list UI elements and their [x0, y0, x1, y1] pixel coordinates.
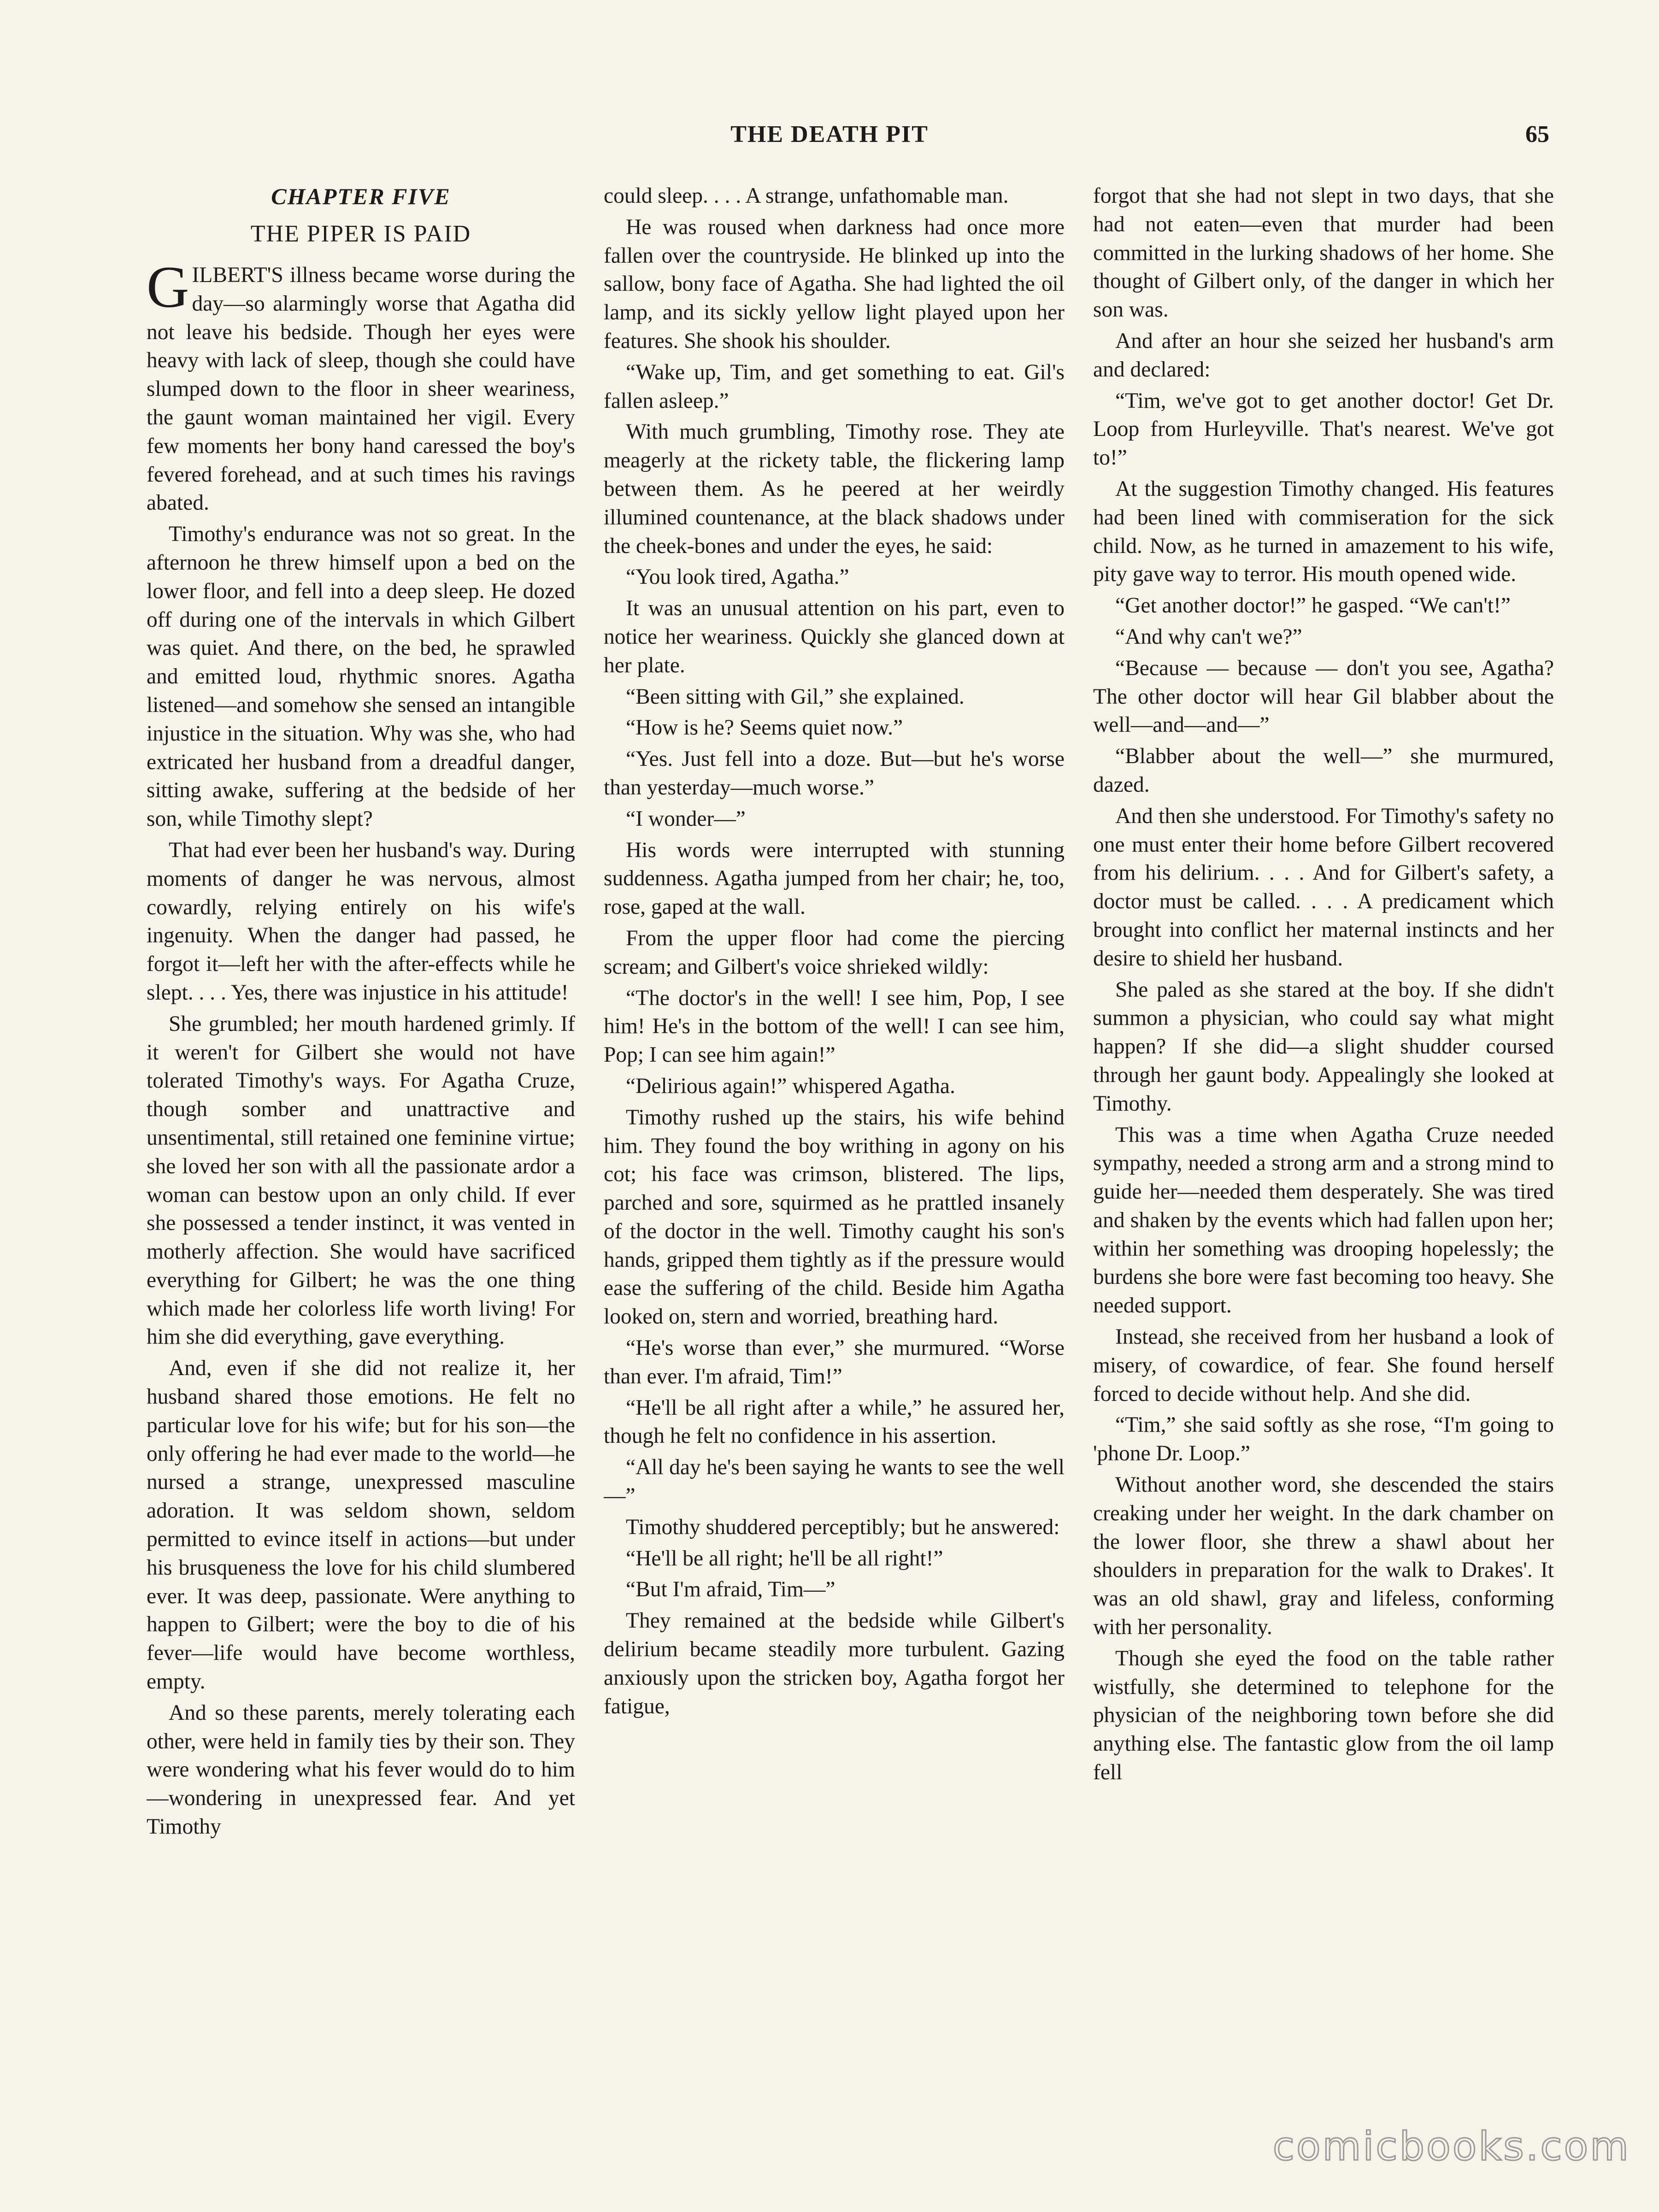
column-2 [604, 182, 1065, 2062]
paragraph: It was an unusual attention on his part, even to notice her weariness. Quickly she glanced down at her plate. [604, 596, 1065, 677]
paragraph: “Because — because — don't you see, Agatha? The other doctor will hear Gil blabber about the well—and—and—” [1093, 656, 1554, 737]
paragraph: “Get another doctor!” he gasped. “We can't!” [1115, 594, 1511, 618]
paragraph: “But I'm afraid, Tim—” [626, 1577, 835, 1602]
paragraph: At the suggestion Timothy changed. His features had been lined with commiseration for the sick child. Now, as he turned in amazement to his wife, pity gave way to terror. His mouth opened wide. [1093, 477, 1554, 587]
paragraph: From the upper floor had come the piercing scream; and Gilbert's voice shrieked wildly: [604, 926, 1065, 979]
chapter-title: THE PIPER IS PAID [250, 221, 471, 247]
paragraph: “Tim,” she said softly as she rose, “I'm going to 'phone Dr. Loop.” [1093, 1413, 1554, 1466]
paragraph: “Been sitting with Gil,” she explained. [626, 684, 965, 709]
paragraph: And so these parents, merely tolerating each other, were held in family ties by their son. They were wondering what his fever would do to him—wondering in unexpressed fear. And yet Timothy [147, 1700, 575, 1839]
paragraph: “Wake up, Tim, and get something to eat. Gil's fallen asleep.” [604, 360, 1065, 413]
paragraph: With much grumbling, Timothy rose. They ate meagerly at the rickety table, the flickering lamp between them. As he peered at her weirdly illumined countenance, at the black shadows under the cheek-bones and under the eyes, he said: [604, 420, 1065, 558]
paragraph: GILBERT'S illness became worse during the day—so alarmingly worse that Agatha did not leave his bedside. Though her eyes were heavy with lack of sleep, though she could have slumped down to the floor in sheer weariness, the gaunt woman maintained her vigil. Every few moments her bony hand caressed the boy's fevered forehead, and at such times his ravings abated. [147, 254, 575, 515]
paragraph: They remained at the bedside while Gilbert's delirium became steadily more turbulent. Gazing anxiously upon the stricken boy, Agatha forgot her fatigue, [604, 1609, 1065, 1718]
paragraph: “Tim, we've got to get another doctor! Get Dr. Loop from Hurleyville. That's nearest. We've got to!” [1093, 388, 1554, 470]
paragraph: She grumbled; her mouth hardened grimly. If it weren't for Gilbert she would not have tolerated Timothy's ways. For Agatha Cruze, though somber and unattractive and unsentimental, still retained one feminine virtue; she loved her son with all the passionate ardor a woman can bestow upon an only child. If ever she possessed a tender instinct, it was vented in motherly affection. She would have sacrificed everything for Gilbert; he was the one thing which made her colorless life worth living! For him she did everything, gave everything. [147, 1012, 575, 1349]
paragraph: She paled as she stared at the boy. If she didn't summon a physician, who could say what might happen? If she did—a slight shudder coursed through her gaunt body. Appealingly she looked at Timothy. [1093, 977, 1554, 1116]
paragraph: “Yes. Just fell into a doze. But—but he's worse than yesterday—much worse.” [604, 747, 1065, 800]
column-1 [147, 182, 575, 2062]
column-3 [1093, 182, 1554, 2062]
paragraph: Timothy rushed up the stairs, his wife behind him. They found the boy writhing in agony on his cot; his face was crimson, blistered. The lips, parched and sore, squirmed as he prattled insanely of the doctor in the well. Timothy caught his son's hands, gripped them tightly as if the pressure would ease the suffering of the child. Beside him Agatha looked on, stern and worried, breathing hard. [604, 1105, 1065, 1329]
paragraph: And after an hour she seized her husband's arm and declared: [1093, 329, 1554, 382]
paragraph: And, even if she did not realize it, her husband shared those emotions. He felt no particular love for his wife; but for his son—the only offering he had ever made to the world—he nursed a strange, unexpressed masculine adoration. It was seldom shown, seldom permitted to evince itself in actions—but under his brusqueness the love for his child slumbered ever. It was deep, passionate. Were anything to happen to Gilbert; were the boy to die of his fever—life would have become worthless, empty. [147, 1356, 575, 1694]
paragraph: “He's worse than ever,” she murmured. “Worse than ever. I'm afraid, Tim!” [604, 1336, 1065, 1388]
paragraph: could sleep. . . . A strange, unfathomable man. [604, 184, 1009, 208]
paragraph: And then she understood. For Timothy's safety no one must enter their home before Gilbert recovered from his delirium. . . . And for Gilbert's safety, a doctor must be called. . . . A predicament which brought into conflict her maternal instincts and her desire to shield her husband. [1093, 804, 1554, 971]
running-title: THE DEATH PIT [730, 121, 929, 147]
paragraph: Timothy shuddered perceptibly; but he answered: [626, 1515, 1060, 1539]
paragraph: “And why can't we?” [1115, 624, 1302, 649]
drop-cap: G [147, 254, 189, 320]
watermark: comicbooks.com [1272, 2124, 1630, 2170]
paragraph: “I wonder—” [626, 806, 746, 831]
paragraph: “The doctor's in the well! I see him, Pop, I see him! He's in the bottom of the well! I can see him, Pop; I can see him again!” [604, 986, 1065, 1067]
paragraph: This was a time when Agatha Cruze needed sympathy, needed a strong arm and a strong mind to guide her—needed them desperately. She was tired and shaken by the events which had fallen upon her; within her something was drooping hopelessly; the burdens she bore were fast becoming too heavy. She needed support. [1093, 1123, 1554, 1318]
page-header [0, 121, 1659, 158]
paragraph: “He'll be all right; he'll be all right!” [626, 1546, 943, 1571]
text-columns [147, 182, 1554, 2062]
paragraph: Though she eyed the food on the table rather wistfully, she determined to telephone for the physician of the neighboring town before she did anything else. The fantastic glow from the oil lamp fell [1093, 1646, 1554, 1785]
paragraph: “How is he? Seems quiet now.” [626, 716, 903, 740]
paragraph: He was roused when darkness had once more fallen over the countryside. He blinked up into the sallow, bony face of Agatha. She had lighted the oil lamp, and its sickly yellow light played upon her features. She shook his shoulder. [604, 215, 1065, 353]
paragraph: “You look tired, Agatha.” [626, 565, 849, 589]
chapter-label: CHAPTER FIVE [271, 183, 451, 209]
paragraph: “He'll be all right after a while,” he assured her, though he felt no confidence in his assertion. [604, 1395, 1065, 1448]
paragraph: Instead, she received from her husband a look of misery, of cowardice, of fear. She found herself forced to decide without help. And she did. [1093, 1325, 1554, 1406]
paragraph: forgot that she had not slept in two days, that she had not eaten—even that murder had been committed in the lurking shadows of her home. She thought of Gilbert only, of the danger in which her son was. [1093, 184, 1554, 322]
paragraph: “All day he's been saying he wants to see the well—” [604, 1455, 1065, 1508]
page-number: 65 [1525, 121, 1549, 147]
paragraph: “Delirious again!” whispered Agatha. [626, 1074, 955, 1098]
paragraph: “Blabber about the well—” she murmured, dazed. [1093, 744, 1554, 797]
paragraph: His words were interrupted with stunning suddenness. Agatha jumped from her chair; he, too, rose, gaped at the wall. [604, 838, 1065, 919]
paragraph: Without another word, she descended the stairs creaking under her weight. In the dark chamber on the lower floor, she threw a shawl about her shoulders in preparation for the walk to Drakes'. It was an old shawl, gray and lifeless, conforming with her personality. [1093, 1473, 1554, 1640]
paragraph: Timothy's endurance was not so great. In the afternoon he threw himself upon a bed on the lower floor, and fell into a deep sleep. He dozed off during one of the intervals in which Gilbert was quiet. And there, on the bed, he sprawled and emitted loud, rhythmic snores. Agatha listened—and somehow she sensed an intangible injustice in the situation. Why was she, who had extricated her husband from a dreadful danger, sitting awake, suffering at the bedside of her son, while Timothy slept? [147, 522, 575, 831]
paragraph: That had ever been her husband's way. During moments of danger he was nervous, almost cowardly, relying entirely on his wife's ingenuity. When the danger had passed, he forgot it—left her with the after-effects while he slept. . . . Yes, there was injustice in his attitude! [147, 838, 575, 1005]
